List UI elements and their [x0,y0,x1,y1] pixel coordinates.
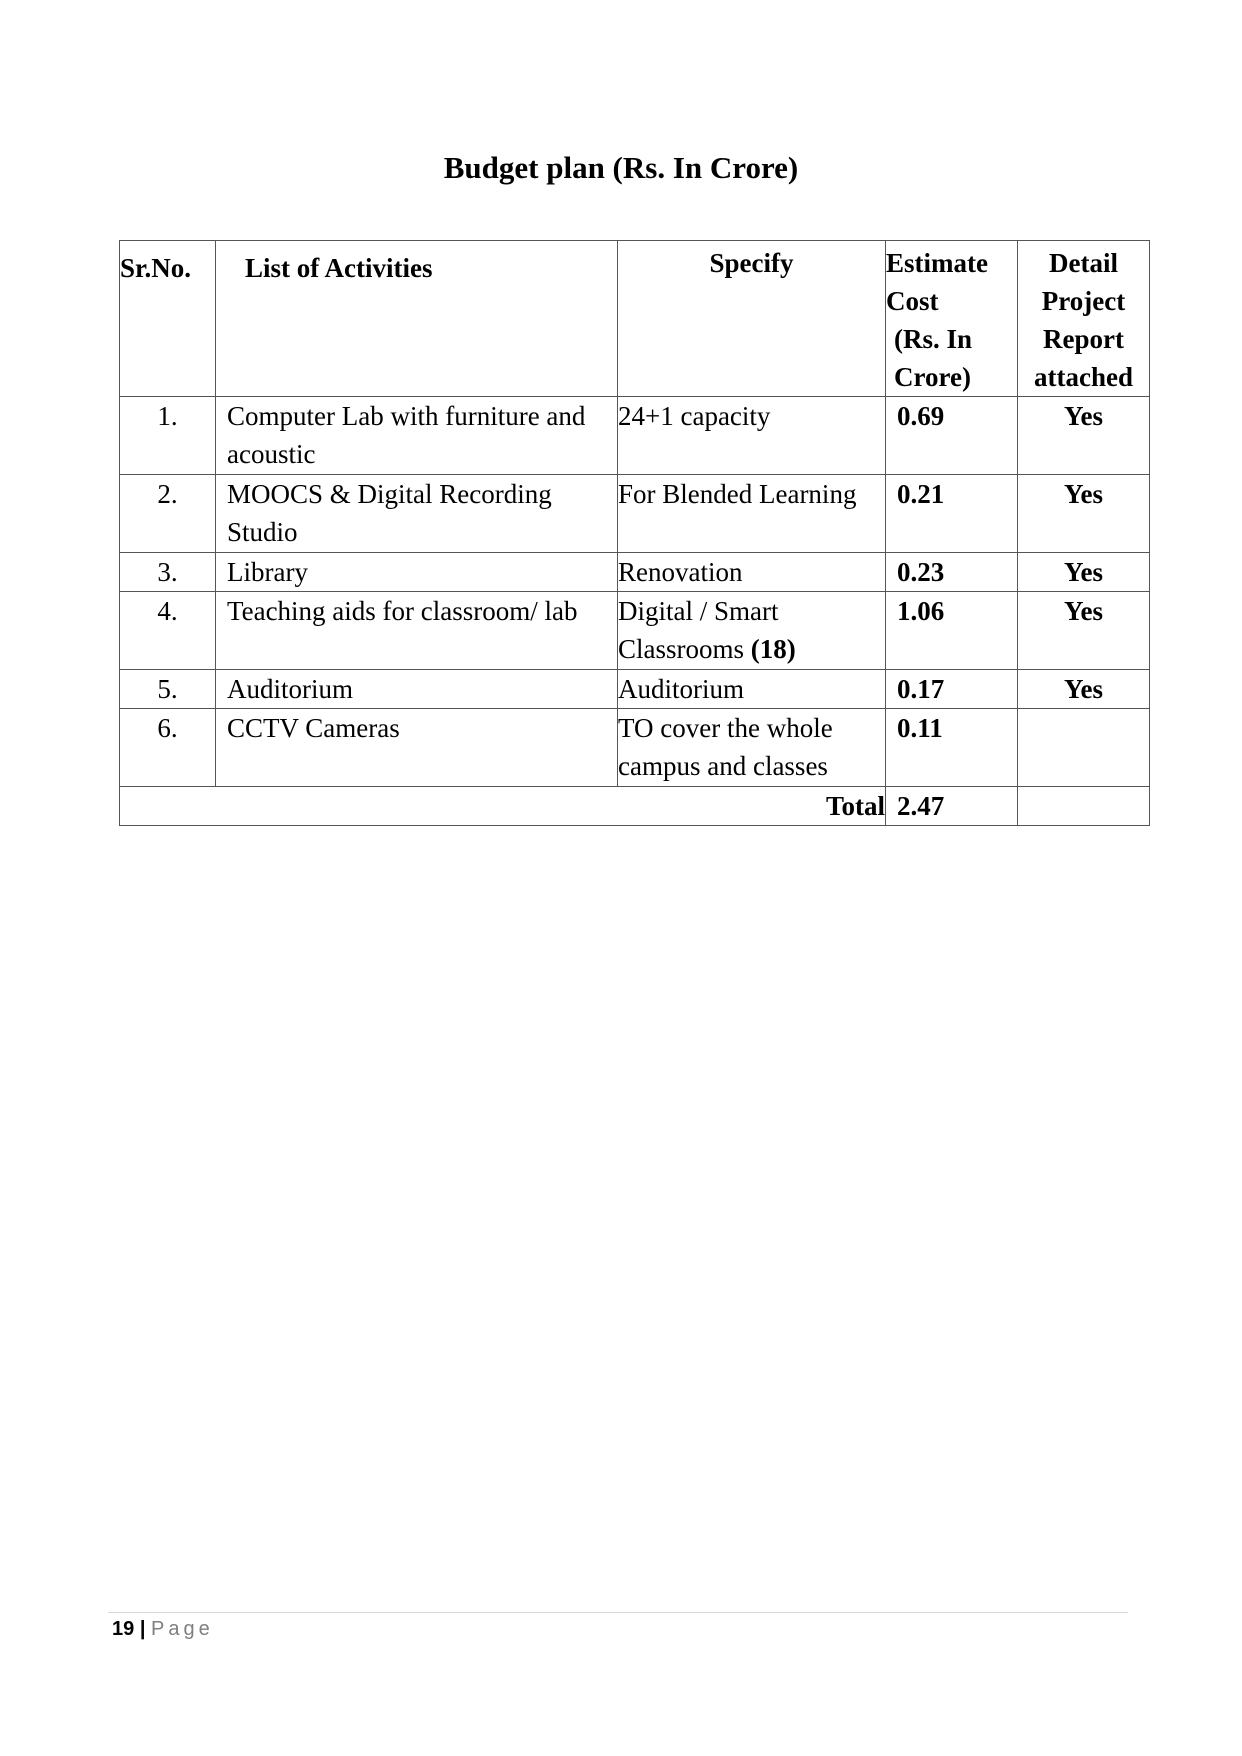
cell-specify: TO cover the whole campus and classes [618,709,886,787]
total-dpr-empty [1018,787,1150,826]
table-total-row [120,787,1150,826]
cell-specify: For Blended Learning [618,475,886,553]
cell-sr: 1. [120,397,216,475]
table-row [120,592,1150,670]
header-estimate-line4: Crore) [894,362,971,392]
header-estimate-cost [886,241,1018,397]
cell-activity: Teaching aids for classroom/ lab [216,592,618,670]
header-detail-line2: Project [1041,286,1126,316]
cell-specify: Renovation [618,553,886,592]
header-estimate-line1: Estimate [886,248,988,278]
cell-specify: Auditorium [618,670,886,709]
page-number: 19 [112,1618,135,1640]
cell-specify-count: (18) [750,634,796,664]
cell-sr: 3. [120,553,216,592]
cell-dpr: Yes [1018,553,1150,592]
cell-cost: 0.17 [886,670,1018,709]
cell-dpr: Yes [1018,397,1150,475]
budget-table [119,240,1150,826]
cell-activity: MOOCS & Digital Recording Studio [216,475,618,553]
cell-sr: 6. [120,709,216,787]
header-detail-line3: Report [1043,324,1124,354]
cell-dpr: Yes [1018,475,1150,553]
table-row [120,709,1150,787]
cell-cost: 0.11 [886,709,1018,787]
header-detail-line1: Detail [1049,248,1118,278]
table-row [120,553,1150,592]
header-estimate-line2: Cost [886,286,939,316]
cell-dpr: Yes [1018,592,1150,670]
header-list-of-activities: List of Activities [216,241,618,397]
cell-activity: Computer Lab with furniture and acoustic [216,397,618,475]
header-specify: Specify [618,241,886,397]
cell-cost: 0.23 [886,553,1018,592]
cell-cost: 0.21 [886,475,1018,553]
page-footer [112,1618,214,1641]
footer-divider [108,1612,1128,1613]
cell-sr: 5. [120,670,216,709]
cell-sr: 4. [120,592,216,670]
page-word: Page [150,1618,214,1640]
cell-specify-text: Digital / Smart Classrooms [618,596,779,664]
total-value: 2.47 [886,787,1018,826]
cell-activity: Library [216,553,618,592]
cell-cost: 0.69 [886,397,1018,475]
header-detail-line4: attached [1034,362,1133,392]
total-label: Total [120,787,886,826]
cell-specify [618,592,886,670]
table-row [120,670,1150,709]
cell-dpr: Yes [1018,670,1150,709]
table-row [120,397,1150,475]
cell-activity: Auditorium [216,670,618,709]
cell-dpr [1018,709,1150,787]
table-row [120,475,1150,553]
header-sr-no: Sr.No. [120,241,216,397]
header-estimate-line3: (Rs. In [894,324,973,354]
cell-specify: 24+1 capacity [618,397,886,475]
cell-cost: 1.06 [886,592,1018,670]
page-title: Budget plan (Rs. In Crore) [443,150,799,185]
table-header-row [120,241,1150,397]
footer-separator: | [139,1618,146,1640]
header-detail-project-report [1018,241,1150,397]
cell-activity: CCTV Cameras [216,709,618,787]
cell-sr: 2. [120,475,216,553]
